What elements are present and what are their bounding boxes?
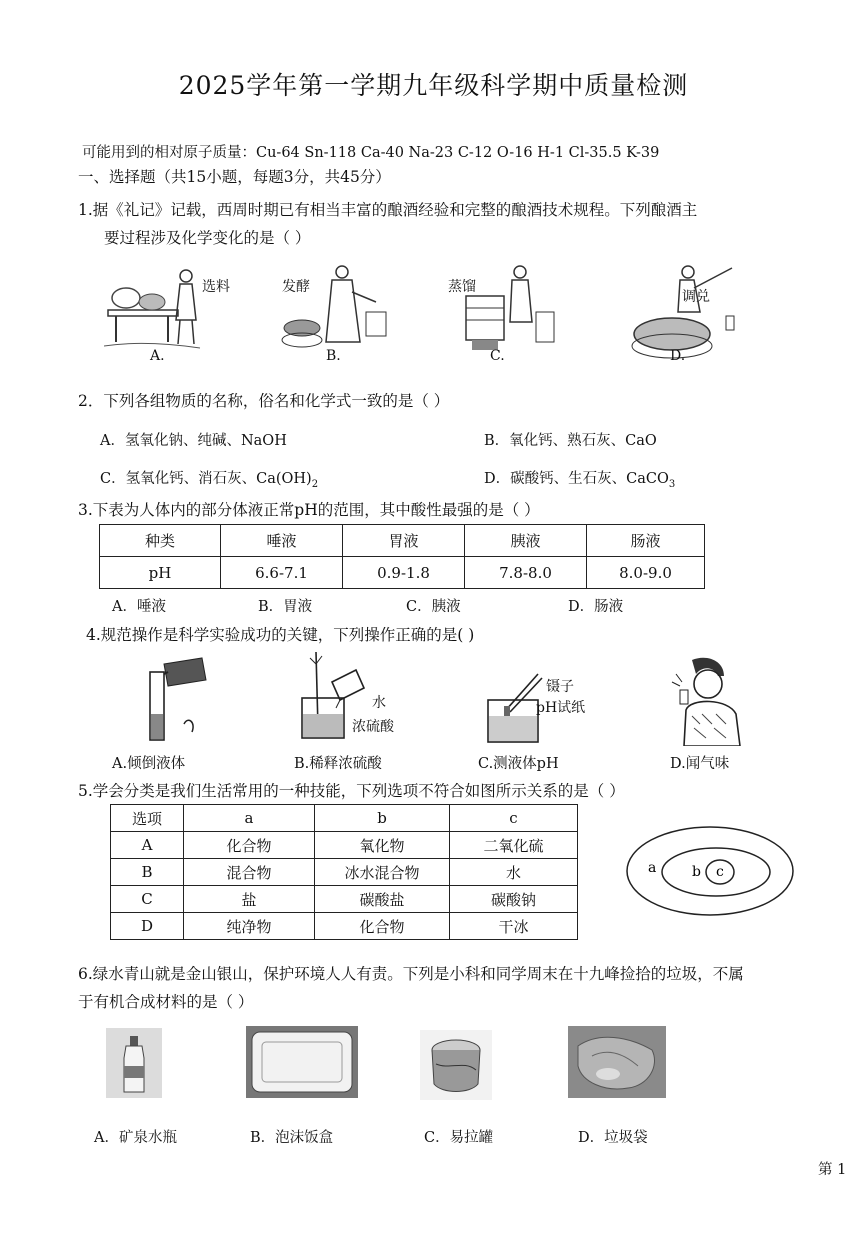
table-row xyxy=(111,913,578,940)
q2-option-b: B．氧化钙、熟石灰、CaO xyxy=(484,433,657,449)
q1-figure-d xyxy=(628,260,748,368)
table-cell: 纯净物 xyxy=(184,913,315,940)
q4-figure-pour-liquid xyxy=(138,652,228,744)
table-cell: C xyxy=(111,886,184,913)
table-cell: B xyxy=(111,859,184,886)
q6-figure-foam-box xyxy=(246,1026,358,1098)
page-title: 2025学年第一学期九年级科学期中质量检测 xyxy=(178,71,689,100)
table-row xyxy=(111,886,578,913)
section-heading: 一、选择题（共15小题，每题3分，共45分） xyxy=(78,168,391,186)
table-row xyxy=(111,832,578,859)
table-cell: D xyxy=(111,913,184,940)
q2-option-d: D．碳酸钙、生石灰、CaCO$_3$ xyxy=(484,471,676,490)
q3-option-c: C．胰液 xyxy=(406,599,461,615)
table-cell: pH xyxy=(100,557,221,589)
q1-letter-b: B. xyxy=(326,348,341,364)
q5-venn-diagram xyxy=(624,824,796,918)
table-row xyxy=(100,525,705,557)
q5-stem: 5.学会分类是我们生活常用的一种技能，下列选项不符合如图所示关系的是（ ） xyxy=(78,782,625,800)
table-cell: 种类 xyxy=(100,525,221,557)
q3-option-d: D．肠液 xyxy=(568,599,624,615)
q1-stem-line1: 1.据《礼记》记载，西周时期已有相当丰富的酿酒经验和完整的酿酒技术规程。下列酿酒主 xyxy=(78,201,698,219)
table-cell: 盐 xyxy=(184,886,315,913)
q4-stem: 4.规范操作是科学实验成功的关键，下列操作正确的是( ) xyxy=(86,626,475,644)
table-cell: 化合物 xyxy=(315,913,450,940)
q4-option-c: C.测液体pH xyxy=(478,756,559,772)
table-cell: 8.0-9.0 xyxy=(587,557,705,589)
table-cell: 选项 xyxy=(111,805,184,832)
q4-option-b: B.稀释浓硫酸 xyxy=(294,756,382,772)
table-cell: 6.6-7.1 xyxy=(221,557,343,589)
table-cell: A xyxy=(111,832,184,859)
table-cell: 化合物 xyxy=(184,832,315,859)
q4-option-a: A.倾倒液体 xyxy=(112,756,186,772)
table-row xyxy=(111,805,578,832)
q6-stem-line1: 6.绿水青山就是金山银山，保护环境人人有责。下列是小科和同学周末在十九峰捡拾的垃圾，不属 xyxy=(78,965,744,983)
q4-label-water: 水 xyxy=(372,695,386,711)
table-cell: 干冰 xyxy=(450,913,578,940)
table-cell: c xyxy=(450,805,578,832)
q6-option-d: D．垃圾袋 xyxy=(578,1130,648,1146)
q6-option-c: C．易拉罐 xyxy=(424,1130,494,1146)
q3-ph-table xyxy=(99,524,705,589)
q1-letter-a: A. xyxy=(150,348,165,364)
q6-option-b: B．泡沫饭盒 xyxy=(250,1130,334,1146)
q4-label-tweezers: 镊子 xyxy=(546,679,574,695)
q6-stem-line2: 于有机合成材料的是（ ） xyxy=(78,993,254,1011)
table-cell: 胃液 xyxy=(343,525,465,557)
q6-figure-water-bottle xyxy=(106,1028,162,1098)
venn-label-b: b xyxy=(692,864,701,880)
q3-option-b: B．胃液 xyxy=(258,599,313,615)
table-row xyxy=(100,557,705,589)
table-cell: 唾液 xyxy=(221,525,343,557)
q4-option-d: D.闻气味 xyxy=(670,756,730,772)
table-cell: 肠液 xyxy=(587,525,705,557)
q3-option-a: A．唾液 xyxy=(112,599,166,615)
q5-classification-table xyxy=(110,804,578,940)
q6-figure-trash-bag xyxy=(568,1026,666,1098)
q1-stem-line2: 要过程涉及化学变化的是（ ） xyxy=(104,229,311,247)
q1-letter-c: C. xyxy=(490,348,505,364)
table-cell: 碳酸盐 xyxy=(315,886,450,913)
q1-label-a: 选料 xyxy=(202,279,230,295)
q1-label-d: 调兑 xyxy=(682,289,710,305)
q1-label-b: 发酵 xyxy=(282,279,310,295)
atomic-masses: 可能用到的相对原子质量：Cu-64 Sn-118 Ca-40 Na-23 C-12 O-16 H-1 Cl-35.5 K-39 xyxy=(82,145,660,161)
table-cell: b xyxy=(315,805,450,832)
q2-option-c: C．氢氧化钙、消石灰、$Ca(OH)_2$ xyxy=(100,471,319,490)
table-cell: 氧化物 xyxy=(315,832,450,859)
q2-option-a: A．氢氧化钠、纯碱、NaOH xyxy=(100,433,287,449)
q2-stem: 2．下列各组物质的名称，俗名和化学式一致的是（ ） xyxy=(78,392,450,410)
table-cell: 水 xyxy=(450,859,578,886)
q4-figure-smell xyxy=(666,654,746,746)
q4-label-ph-paper: pH试纸 xyxy=(536,700,586,716)
q1-label-c: 蒸馏 xyxy=(448,279,476,295)
q3-stem: 3.下表为人体内的部分体液正常pH的范围，其中酸性最强的是（ ） xyxy=(78,501,540,519)
page-number: 第 1 xyxy=(818,1162,847,1178)
q6-option-a: A．矿泉水瓶 xyxy=(94,1130,177,1146)
table-cell: 二氧化硫 xyxy=(450,832,578,859)
q4-label-conc-acid: 浓硫酸 xyxy=(352,719,394,735)
table-cell: 混合物 xyxy=(184,859,315,886)
table-cell: 冰水混合物 xyxy=(315,859,450,886)
table-cell: 0.9-1.8 xyxy=(343,557,465,589)
venn-label-a: a xyxy=(648,860,657,876)
table-cell: 碳酸钠 xyxy=(450,886,578,913)
venn-label-c: c xyxy=(716,864,724,880)
q1-letter-d: D. xyxy=(670,348,686,364)
table-cell: a xyxy=(184,805,315,832)
table-row xyxy=(111,859,578,886)
table-cell: 胰液 xyxy=(465,525,587,557)
table-cell: 7.8-8.0 xyxy=(465,557,587,589)
q6-figure-can xyxy=(420,1030,492,1100)
